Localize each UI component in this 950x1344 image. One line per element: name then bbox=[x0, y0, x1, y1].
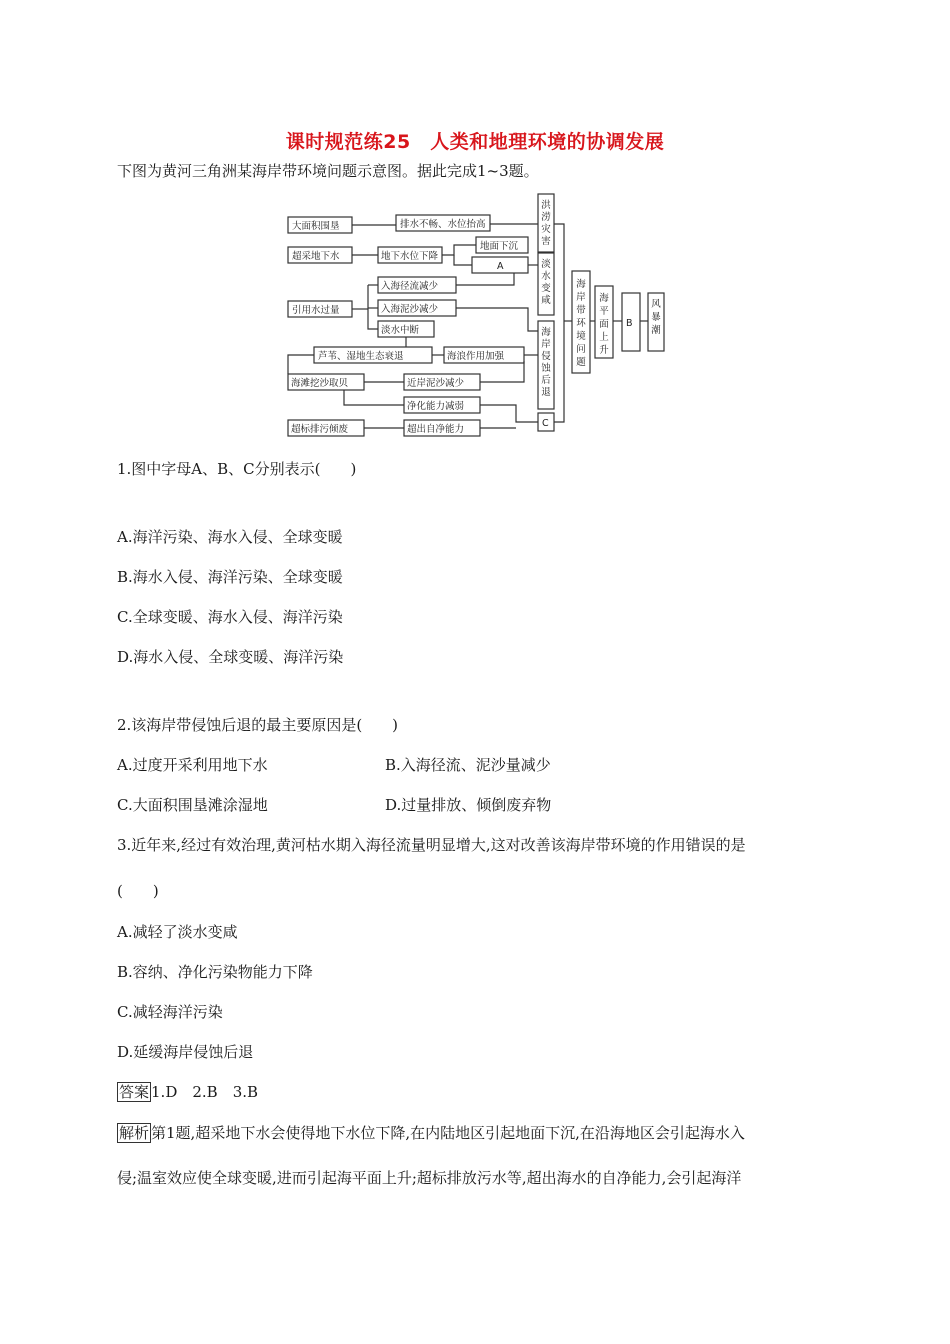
page-title: 课时规范练25 人类和地理环境的协调发展 bbox=[285, 131, 665, 153]
mid-text-sediment: 入海泥沙减少 bbox=[381, 304, 439, 315]
b-text: B bbox=[626, 318, 633, 329]
cause-text-2: 超采地下水 bbox=[292, 251, 340, 262]
q3-option-a[interactable]: A.减轻了淡水变咸 bbox=[117, 923, 238, 941]
connector bbox=[456, 308, 538, 331]
cause-text-3: 引用水过量 bbox=[292, 305, 340, 316]
connector bbox=[442, 245, 476, 255]
mid-text-a: A bbox=[497, 261, 504, 272]
q2-option-b[interactable]: B.入海径流、泥沙量减少 bbox=[385, 756, 551, 774]
cause-text-5: 超标排污倾废 bbox=[291, 424, 349, 435]
mid-text-selfclean: 超出自净能力 bbox=[407, 424, 465, 435]
effect-text-erosion: 海岸侵蚀后退 bbox=[541, 327, 551, 398]
effect-text-flood: 洪涝灾害 bbox=[541, 200, 551, 247]
q3-option-b[interactable]: B.容纳、净化污染物能力下降 bbox=[117, 963, 313, 981]
q2-option-d[interactable]: D.过量排放、倾倒废弃物 bbox=[385, 796, 552, 814]
mid-text-wetland: 芦苇、湿地生态衰退 bbox=[318, 351, 404, 362]
mid-text-wave: 海浪作用加强 bbox=[447, 351, 505, 362]
answer-text: 1.D 2.B 3.B bbox=[151, 1083, 259, 1101]
coastal-problem-diagram bbox=[284, 191, 668, 441]
q2-option-c[interactable]: C.大面积围垦滩涂湿地 bbox=[117, 796, 268, 814]
q3-paren: ( ) bbox=[117, 882, 159, 900]
mid-text-freshwater: 淡水中断 bbox=[381, 325, 420, 336]
q3-stem: 3.近年来,经过有效治理,黄河枯水期入海径流量明显增大,这对改善该海岸带环境的作用错误的是 bbox=[117, 836, 746, 854]
q1-option-a[interactable]: A.海洋污染、海水入侵、全球变暖 bbox=[117, 528, 343, 546]
connector bbox=[344, 390, 404, 405]
mid-text-purify: 净化能力减弱 bbox=[407, 401, 465, 412]
connector bbox=[368, 285, 378, 329]
effect-text-c: C bbox=[542, 418, 549, 429]
effect-text-salt: 淡水变咸 bbox=[541, 259, 551, 306]
connector bbox=[288, 355, 314, 374]
q2-option-a[interactable]: A.过度开采利用地下水 bbox=[117, 756, 268, 774]
intro-text: 下图为黄河三角洲某海岸带环境问题示意图。据此完成1~3题。 bbox=[117, 162, 539, 180]
connector bbox=[456, 273, 514, 285]
answer-line bbox=[117, 1081, 258, 1102]
q3-option-d[interactable]: D.延缓海岸侵蚀后退 bbox=[117, 1043, 254, 1061]
q1-option-b[interactable]: B.海水入侵、海洋污染、全球变暖 bbox=[117, 568, 343, 586]
connector bbox=[454, 255, 472, 265]
connector bbox=[480, 361, 524, 382]
q1-option-d[interactable]: D.海水入侵、全球变暖、海洋污染 bbox=[117, 648, 344, 666]
sea-level-text: 海平面上升 bbox=[599, 293, 609, 356]
storm-text: 风暴潮 bbox=[651, 299, 661, 336]
cause-text-1: 大面积围垦 bbox=[292, 221, 340, 232]
q1-stem: 1.图中字母A、B、C分别表示( ) bbox=[117, 460, 357, 478]
q2-stem: 2.该海岸带侵蚀后退的最主要原因是( ) bbox=[117, 716, 399, 734]
answer-label: 答案 bbox=[119, 1083, 150, 1101]
core-text: 海岸带环境问题 bbox=[576, 279, 586, 368]
mid-text-nearshore: 近岸泥沙减少 bbox=[407, 378, 465, 389]
mid-text-subsidence: 地面下沉 bbox=[480, 241, 519, 252]
q3-option-c[interactable]: C.减轻海洋污染 bbox=[117, 1003, 223, 1021]
q1-option-c[interactable]: C.全球变暖、海水入侵、海洋污染 bbox=[117, 608, 343, 626]
connector bbox=[554, 224, 564, 422]
analysis-line-1 bbox=[117, 1122, 745, 1143]
cause-text-4: 海滩挖沙取贝 bbox=[291, 378, 349, 389]
analysis-label: 解析 bbox=[119, 1124, 150, 1142]
mid-text-runoff: 入海径流减少 bbox=[381, 281, 439, 292]
connector bbox=[480, 405, 538, 422]
mid-text-groundwater: 地下水位下降 bbox=[381, 251, 439, 262]
analysis-text-1: 第1题,超采地下水会使得地下水位下降,在内陆地区引起地面下沉,在沿海地区会引起海水入 bbox=[151, 1124, 745, 1142]
mid-text-drainage: 排水不畅、水位抬高 bbox=[400, 219, 486, 230]
analysis-text-2: 侵;温室效应使全球变暖,进而引起海平面上升;超标排放污水等,超出海水的自净能力,会引起海洋 bbox=[117, 1169, 742, 1187]
